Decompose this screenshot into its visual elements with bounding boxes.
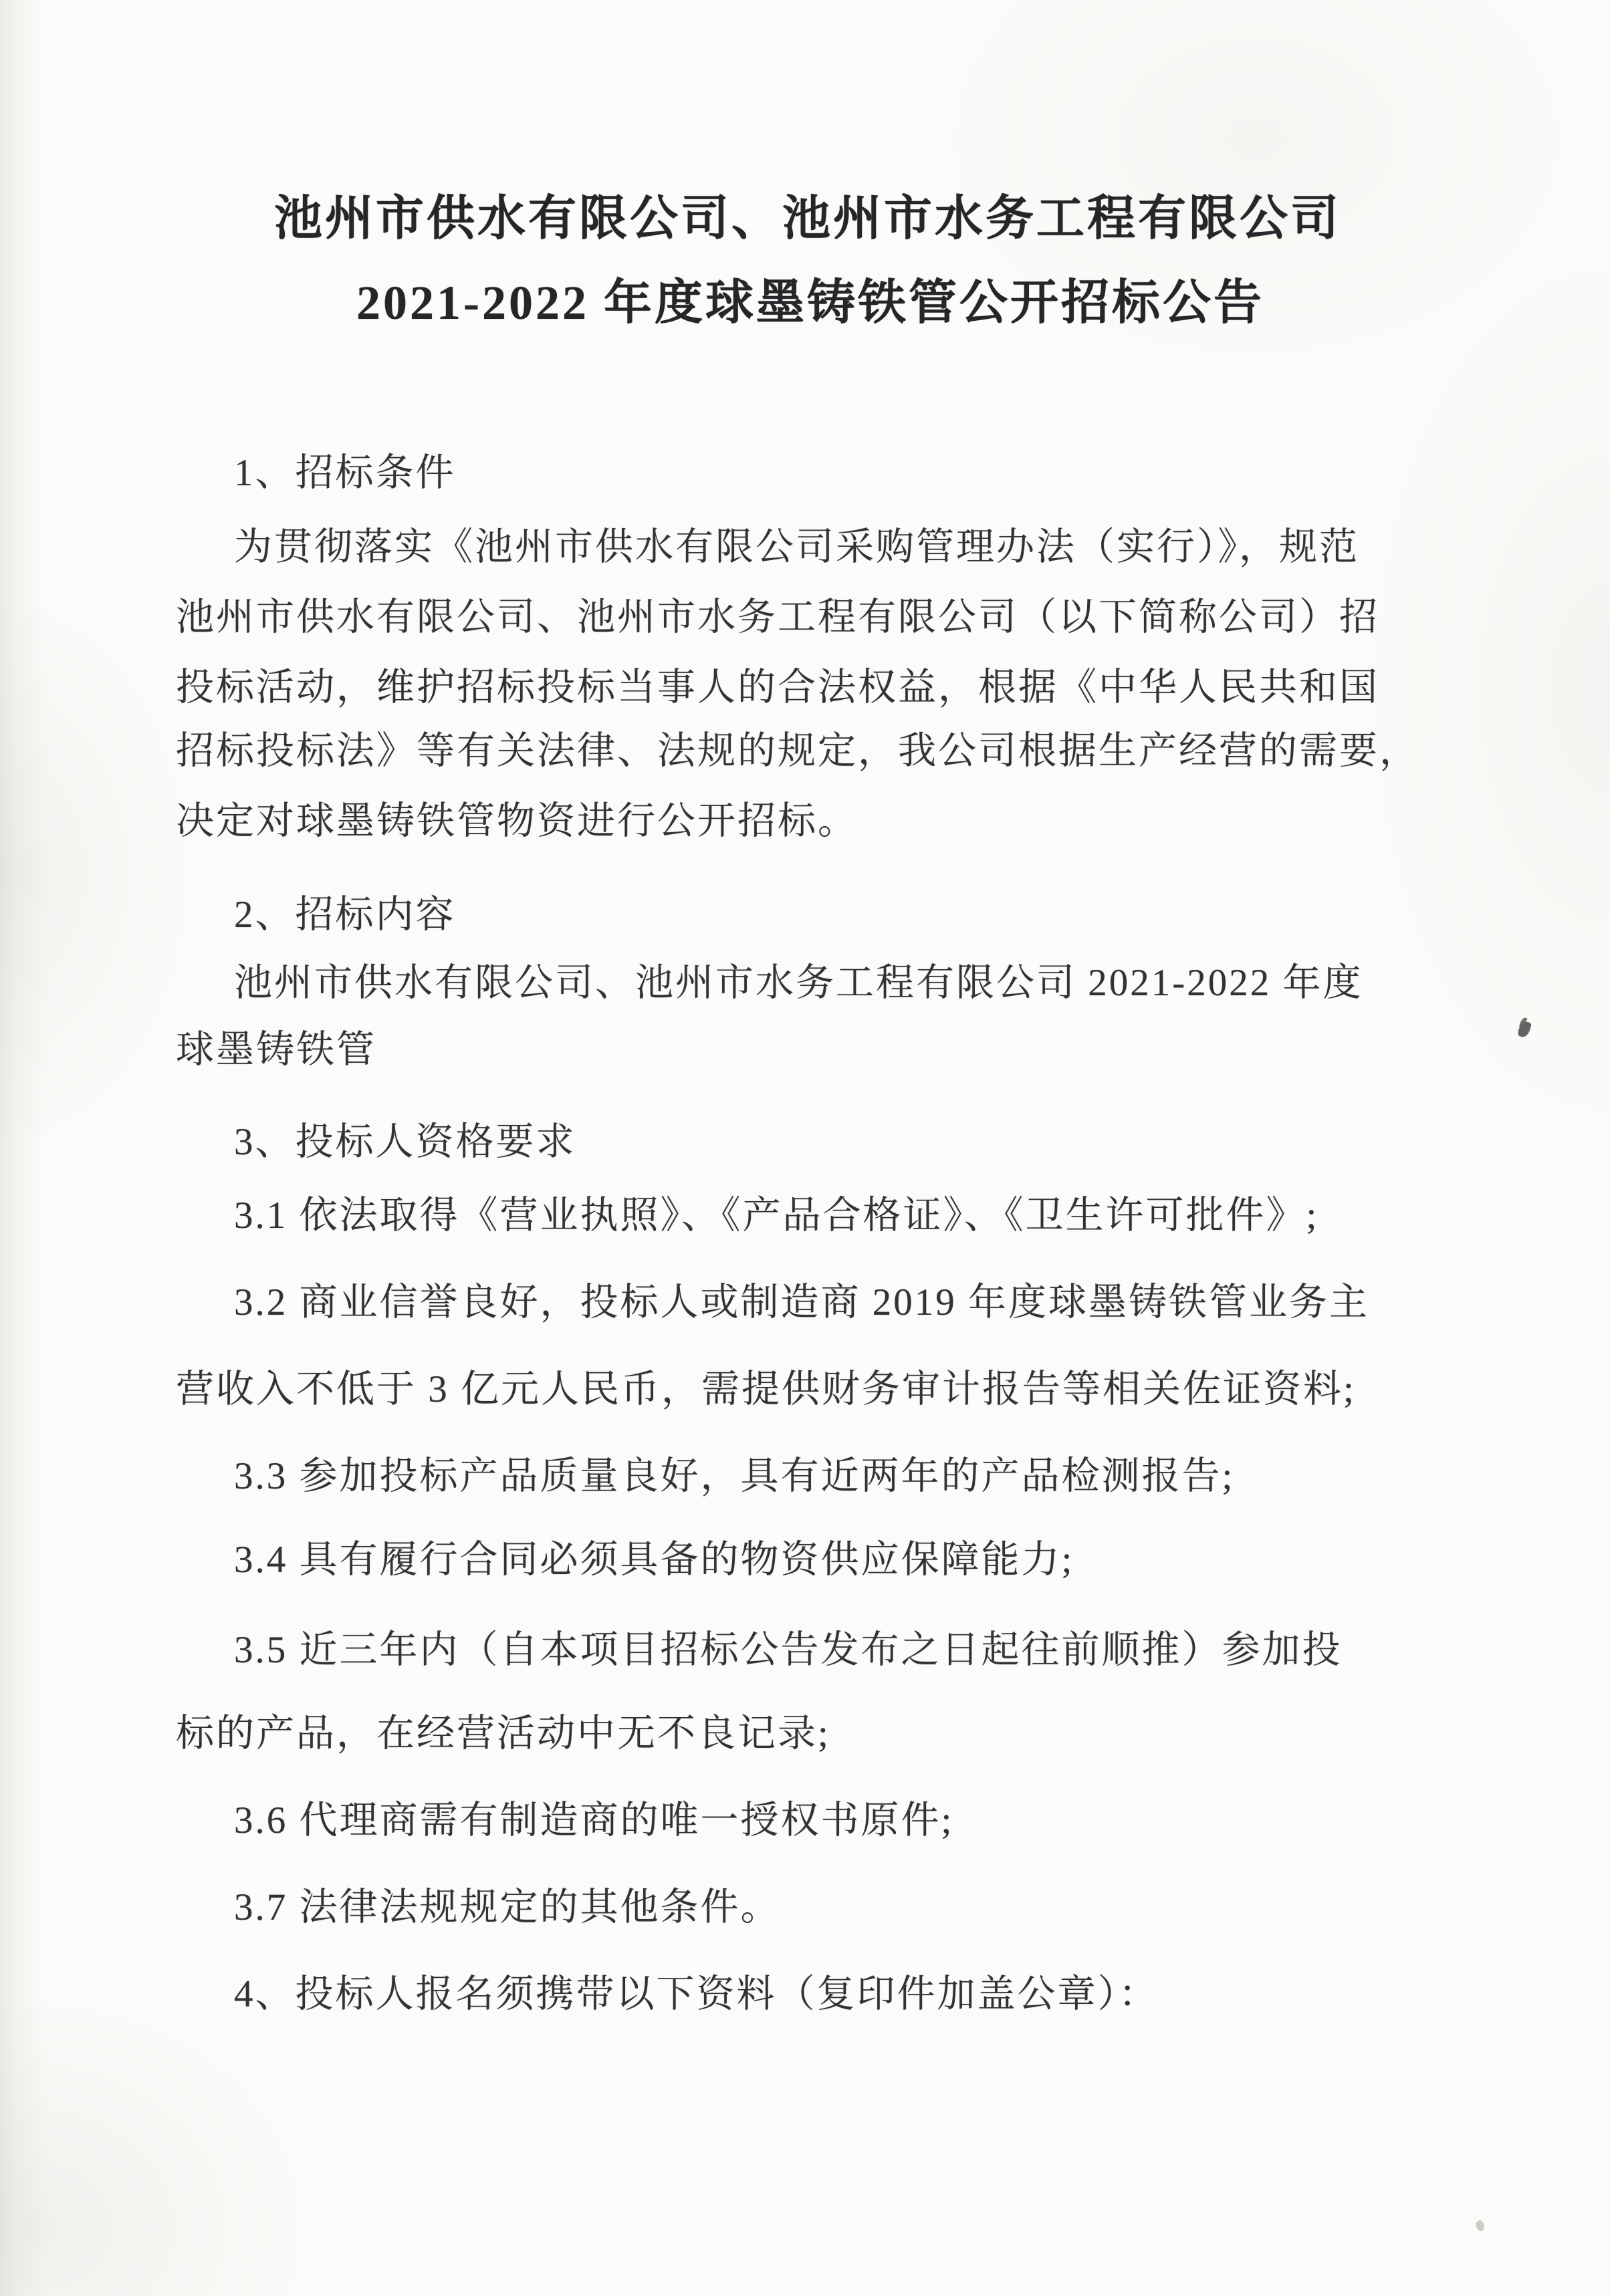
- scan-speck: [1517, 1020, 1532, 1039]
- body-line: 为贯彻落实《池州市供水有限公司采购管理办法（实行）》，规范: [234, 526, 1359, 568]
- document-title-line-1: 池州市供水有限公司、池州市水务工程有限公司: [274, 192, 1342, 245]
- section-4-heading: 4、投标人报名须携带以下资料（复印件加盖公章）：: [234, 1973, 1159, 2015]
- clause-3-1: 3.1 依法取得《营业执照》、《产品合格证》、《卫生许可批件》;: [234, 1194, 1319, 1237]
- body-line: 池州市供水有限公司、池州市水务工程有限公司（以下简称公司）招: [176, 596, 1379, 638]
- section-2-heading: 2、招标内容: [234, 894, 456, 936]
- section-1-heading: 1、招标条件: [234, 452, 456, 494]
- body-line: 投标活动，维护招标投标当事人的合法权益，根据《中华人民共和国: [176, 666, 1379, 709]
- body-line: 球墨铸铁管: [176, 1029, 376, 1071]
- clause-3-2-continued: 营收入不低于 3 亿元人民币，需提供财务审计报告等相关佐证资料;: [176, 1368, 1356, 1410]
- document-title-line-2: 2021-2022 年度球墨铸铁管公开招标公告: [356, 276, 1264, 330]
- body-line: 招标投标法》等有关法律、法规的规定，我公司根据生产经营的需要，: [176, 730, 1419, 772]
- section-3-heading: 3、投标人资格要求: [234, 1121, 576, 1163]
- clause-3-7: 3.7 法律法规规定的其他条件。: [234, 1886, 781, 1928]
- body-line: 决定对球墨铸铁管物资进行公开招标。: [176, 800, 858, 842]
- scan-speck: [1474, 2219, 1486, 2233]
- clause-3-6: 3.6 代理商需有制造商的唯一授权书原件;: [234, 1799, 954, 1841]
- clause-3-4: 3.4 具有履行合同必须具备的物资供应保障能力;: [234, 1539, 1074, 1581]
- clause-3-2: 3.2 商业信誉良好，投标人或制造商 2019 年度球墨铸铁管业务主: [234, 1281, 1369, 1323]
- clause-3-3: 3.3 参加投标产品质量良好，具有近两年的产品检测报告;: [234, 1455, 1235, 1497]
- clause-3-5-continued: 标的产品，在经营活动中无不良记录;: [176, 1712, 830, 1755]
- body-line: 池州市供水有限公司、池州市水务工程有限公司 2021-2022 年度: [234, 962, 1363, 1004]
- clause-3-5: 3.5 近三年内（自本项目招标公告发布之日起往前顺推）参加投: [234, 1629, 1343, 1671]
